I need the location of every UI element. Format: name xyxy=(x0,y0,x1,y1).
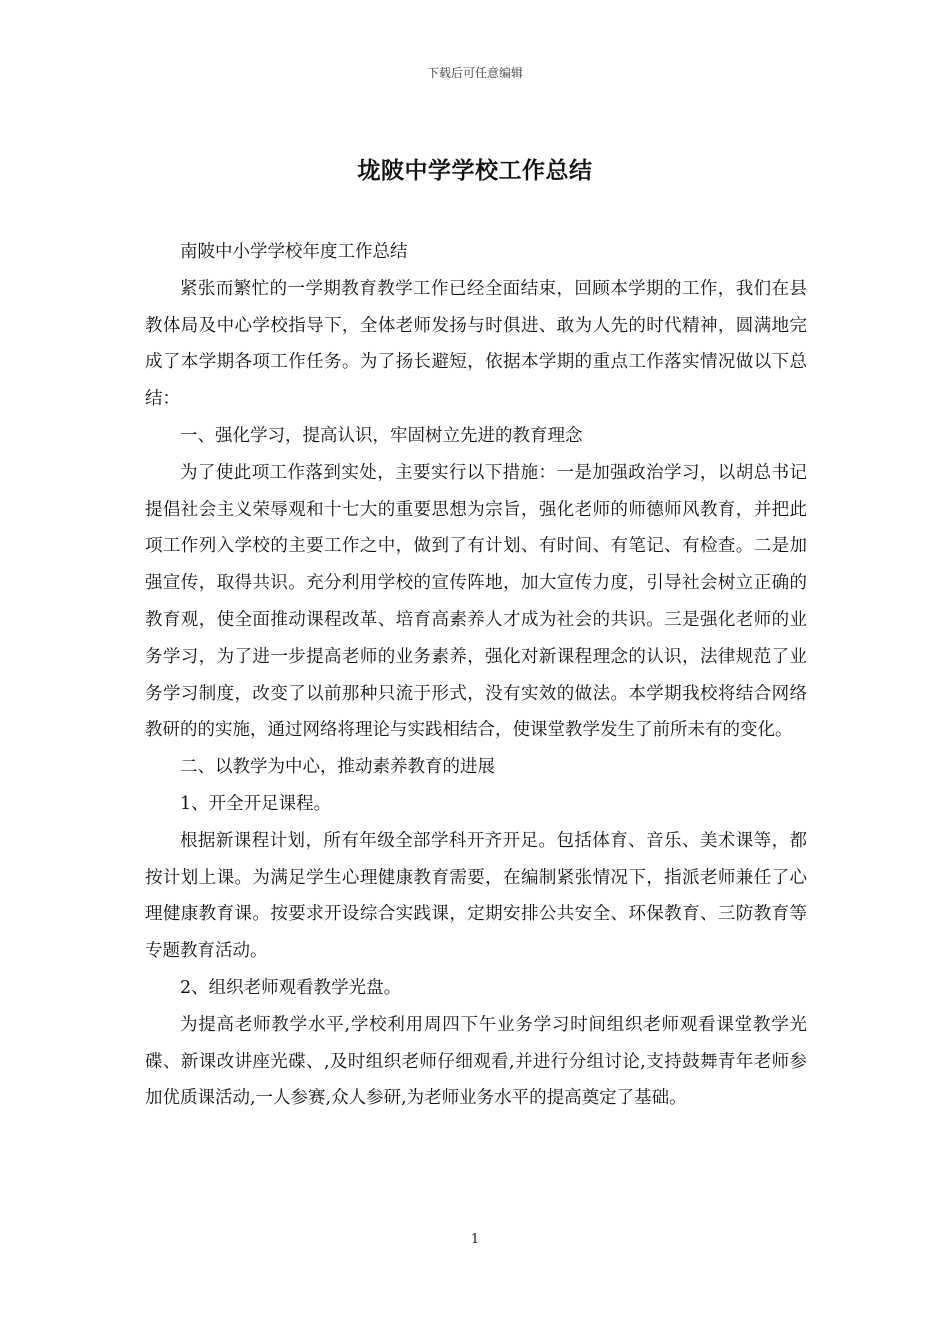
paragraph-section-1: 为了使此项工作落到实处，主要实行以下措施：一是加强政治学习，以胡总书记提倡社会主义荣辱观和十七大的重要思想为宗旨，强化老师的师德师风教育，并把此项工作列入学校的主要工作之中，做到了有计划、有时间、有笔记、有检查。二是加强宣传，取得共识。充分利用学校的宣传阵地，加大宣传力度，引导社会树立正确的教育观，使全面推动课程改革、培育高素养人才成为社会的共识。三是强化老师的业务学习，为了进一步提高老师的业务素养，强化对新课程理念的认识，法律规范了业务学习制度，改变了以前那种只流于形式，没有实效的做法。本学期我校将结合网络教研的的实施，通过网络将理论与实践相结合，使课堂教学发生了前所未有的变化。 xyxy=(145,462,807,741)
page-number: 1 xyxy=(470,1232,480,1247)
subsection-heading-2: 2、组织老师观看教学光盘。 xyxy=(180,977,402,998)
header-note: 下载后可任意编辑 xyxy=(426,66,523,80)
document-body xyxy=(145,234,807,1117)
paragraph-intro: 紧张而繁忙的一学期教育教学工作已经全面结束，回顾本学期的工作，我们在县教体局及中心学校指导下，全体老师发扬与时俱进、敢为人先的时代精神，圆满地完成了本学期各项工作任务。为了扬长避短，依据本学期的重点工作落实情况做以下总结： xyxy=(145,278,807,410)
paragraph-subsection-1: 根据新课程计划，所有年级全部学科开齐开足。包括体育、音乐、美术课等，都按计划上课。为满足学生心理健康教育需要，在编制紧张情况下，指派老师兼任了心理健康教育课。按要求开设综合实践课，定期安排公共安全、环保教育、三防教育等专题教育活动。 xyxy=(145,830,807,962)
paragraph-subtitle: 南陂中小学学校年度工作总结 xyxy=(180,242,408,262)
subsection-heading-1: 1、开全开足课程。 xyxy=(180,793,332,814)
section-heading-2: 二、以教学为中心，推动素养教育的进展 xyxy=(180,757,495,778)
document-title: 垅陂中学学校工作总结 xyxy=(357,158,593,184)
paragraph-subsection-2: 为提高老师教学水平,学校利用周四下午业务学习时间组织老师观看课堂教学光碟、新课改讲座光碟、,及时组织老师仔细观看,并进行分组讨论,支持鼓舞青年老师参加优质课活动,一人参赛,众人参研,为老师业务水平的提高奠定了基础。 xyxy=(145,1014,807,1109)
section-heading-1: 一、强化学习，提高认识，牢固树立先进的教育理念 xyxy=(180,425,583,446)
